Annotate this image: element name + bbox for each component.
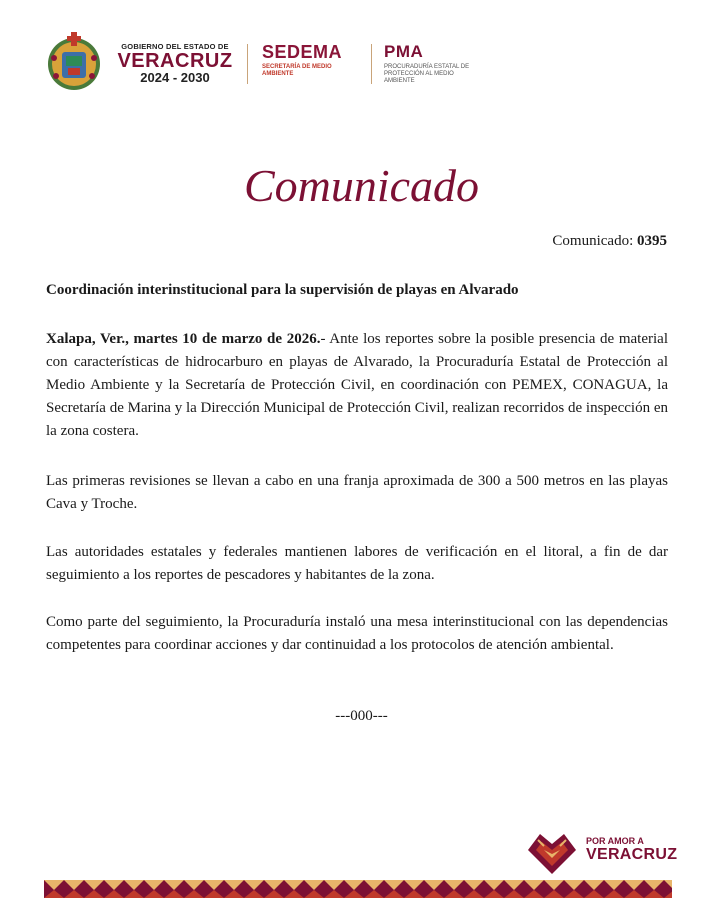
letterhead (0, 0, 723, 110)
headline: Coordinación interinstitucional para la supervisión de playas en Alvarado (46, 282, 519, 298)
header-divider (247, 44, 248, 84)
pma-logo (384, 42, 476, 85)
paragraph: Las primeras revisiones se llevan a cabo en una franja aproximada de 300 a 500 metros en las playas Cava y Troche. (46, 473, 668, 512)
pma-subtitle: PROCURADURÍA ESTATAL DE PROTECCIÓN AL MEDIO AMBIENTE (384, 64, 470, 84)
dateline: Xalapa, Ver., martes 10 de marzo de 2026. (46, 331, 321, 347)
slogan-big: VERACRUZ (586, 846, 678, 863)
paragraph-lead (46, 328, 668, 443)
decorative-footer-band (44, 880, 672, 898)
state-name: VERACRUZ (117, 50, 233, 72)
communique-number (552, 233, 667, 250)
header-divider (371, 44, 372, 84)
closing-mark: ---000--- (335, 708, 388, 724)
state-government-logo (115, 42, 235, 85)
paragraph: Las autoridades estatales y federales mantienen labores de verificación en el litoral, a fin de dar seguimiento a los reportes de pescadores y habitantes de la zona. (46, 544, 668, 583)
administration-years: 2024 - 2030 (140, 70, 210, 85)
slogan-small: POR AMOR A (586, 836, 644, 846)
document-title: Comunicado (243, 160, 480, 211)
communique-number-label: Comunicado: (552, 233, 634, 249)
sedema-subtitle: SECRETARÍA DE MEDIO AMBIENTE (262, 64, 332, 77)
veracruz-heart-pattern-icon (524, 826, 580, 876)
communique-number-value: 0395 (637, 233, 667, 249)
sedema-name: SEDEMA (262, 42, 343, 62)
sedema-logo (262, 42, 352, 78)
por-amor-a-veracruz-logo (524, 826, 678, 876)
paragraph-text: - Ante los reportes sobre la posible presencia de material con características de hidrocarburo en playas de Alvarado, la Procuraduría Estatal de Protección al Medio Ambiente y la Secretaría de Protección Civil, en coordinación con PEMEX, CONAGUA, la Secretaría de Marina y la Dirección Municipal de Protección Civil, realizan recorridos de inspección en la zona costera. (46, 331, 668, 439)
government-label: GOBIERNO DEL ESTADO DE (121, 42, 229, 51)
paragraph: Como parte del seguimiento, la Procuraduría instaló una mesa interinstitucional con las dependencias competentes para coordinar acciones y dar continuidad a los protocolos de atención ambiental. (46, 614, 668, 653)
pma-name: PMA (384, 42, 424, 61)
veracruz-coat-of-arms-icon (44, 28, 104, 92)
